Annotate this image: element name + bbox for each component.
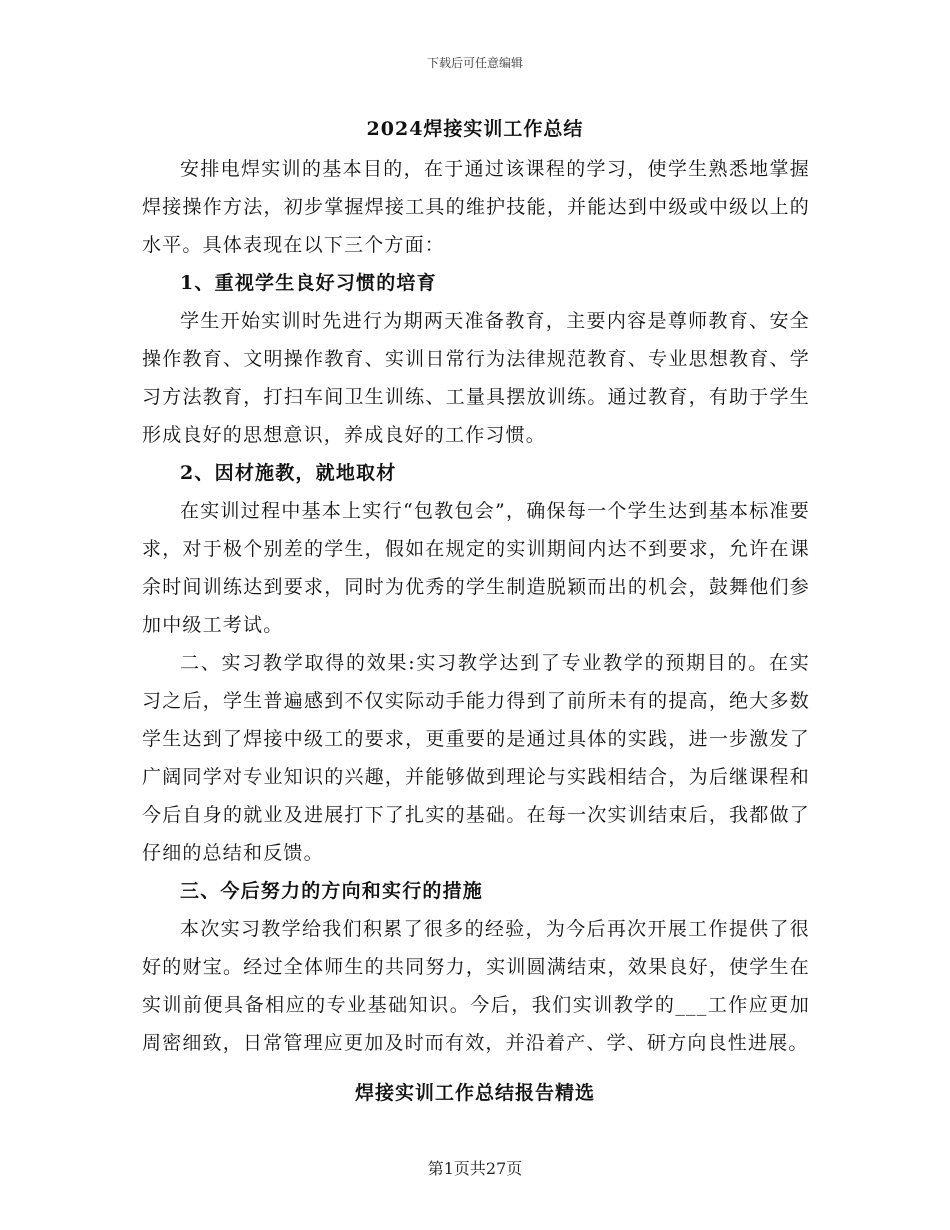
section-heading-2: 2、因材施教，就地取材 — [180, 462, 397, 484]
document-body — [142, 150, 810, 1062]
page-header: 下载后可任意编辑 — [426, 56, 523, 70]
section-heading-1: 1、重视学生良好习惯的培育 — [180, 272, 437, 294]
page-number: 第1页共27页 — [427, 1159, 523, 1178]
paragraph-future: 本次实习教学给我们积累了很多的经验，为今后再次开展工作提供了很好的财宝。经过全体师生的共同努力，实训圆满结束，效果良好，使学生在实训前便具备相应的专业基础知识。今后，我们实训教学的___工作应更加周密细致，日常管理应更加及时而有效，并沿着产、学、研方向良性进展。 — [142, 918, 810, 1054]
paragraph-results: 二、实习教学取得的效果:实习教学达到了专业教学的预期目的。在实习之后，学生普遍感到不仅实际动手能力得到了前所未有的提高，绝大多数学生达到了焊接中级工的要求，更重要的是通过具体的实践，进一步激发了广阔同学对专业知识的兴趣，并能够做到理论与实践相结合，为后继课程和今后自身的就业及进展打下了扎实的基础。在每一次实训结束后，我都做了仔细的总结和反馈。 — [142, 652, 810, 864]
paragraph-teaching: 在实训过程中基本上实行“包教包会”，确保每一个学生达到基本标准要求，对于极个别差的学生，假如在规定的实训期间内达不到要求，允许在课余时间训练达到要求，同时为优秀的学生制造脱颖而出的机会，鼓舞他们参加中级工考试。 — [142, 500, 810, 636]
document-title: 2024焊接实训工作总结 — [366, 118, 584, 140]
section-heading-3: 三、今后努力的方向和实行的措施 — [180, 880, 484, 902]
paragraph-intro: 安排电焊实训的基本目的，在于通过该课程的学习，使学生熟悉地掌握焊接操作方法，初步掌握焊接工具的维护技能，并能达到中级或中级以上的水平。具体表现在以下三个方面： — [142, 158, 810, 256]
paragraph-habits: 学生开始实训时先进行为期两天准备教育，主要内容是尊师教育、安全操作教育、文明操作教育、实训日常行为法律规范教育、专业思想教育、学习方法教育，打扫车间卫生训练、工量具摆放训练。通过教育，有助于学生形成良好的思想意识，养成良好的工作习惯。 — [142, 310, 810, 446]
next-section-title: 焊接实训工作总结报告精选 — [354, 1082, 595, 1104]
